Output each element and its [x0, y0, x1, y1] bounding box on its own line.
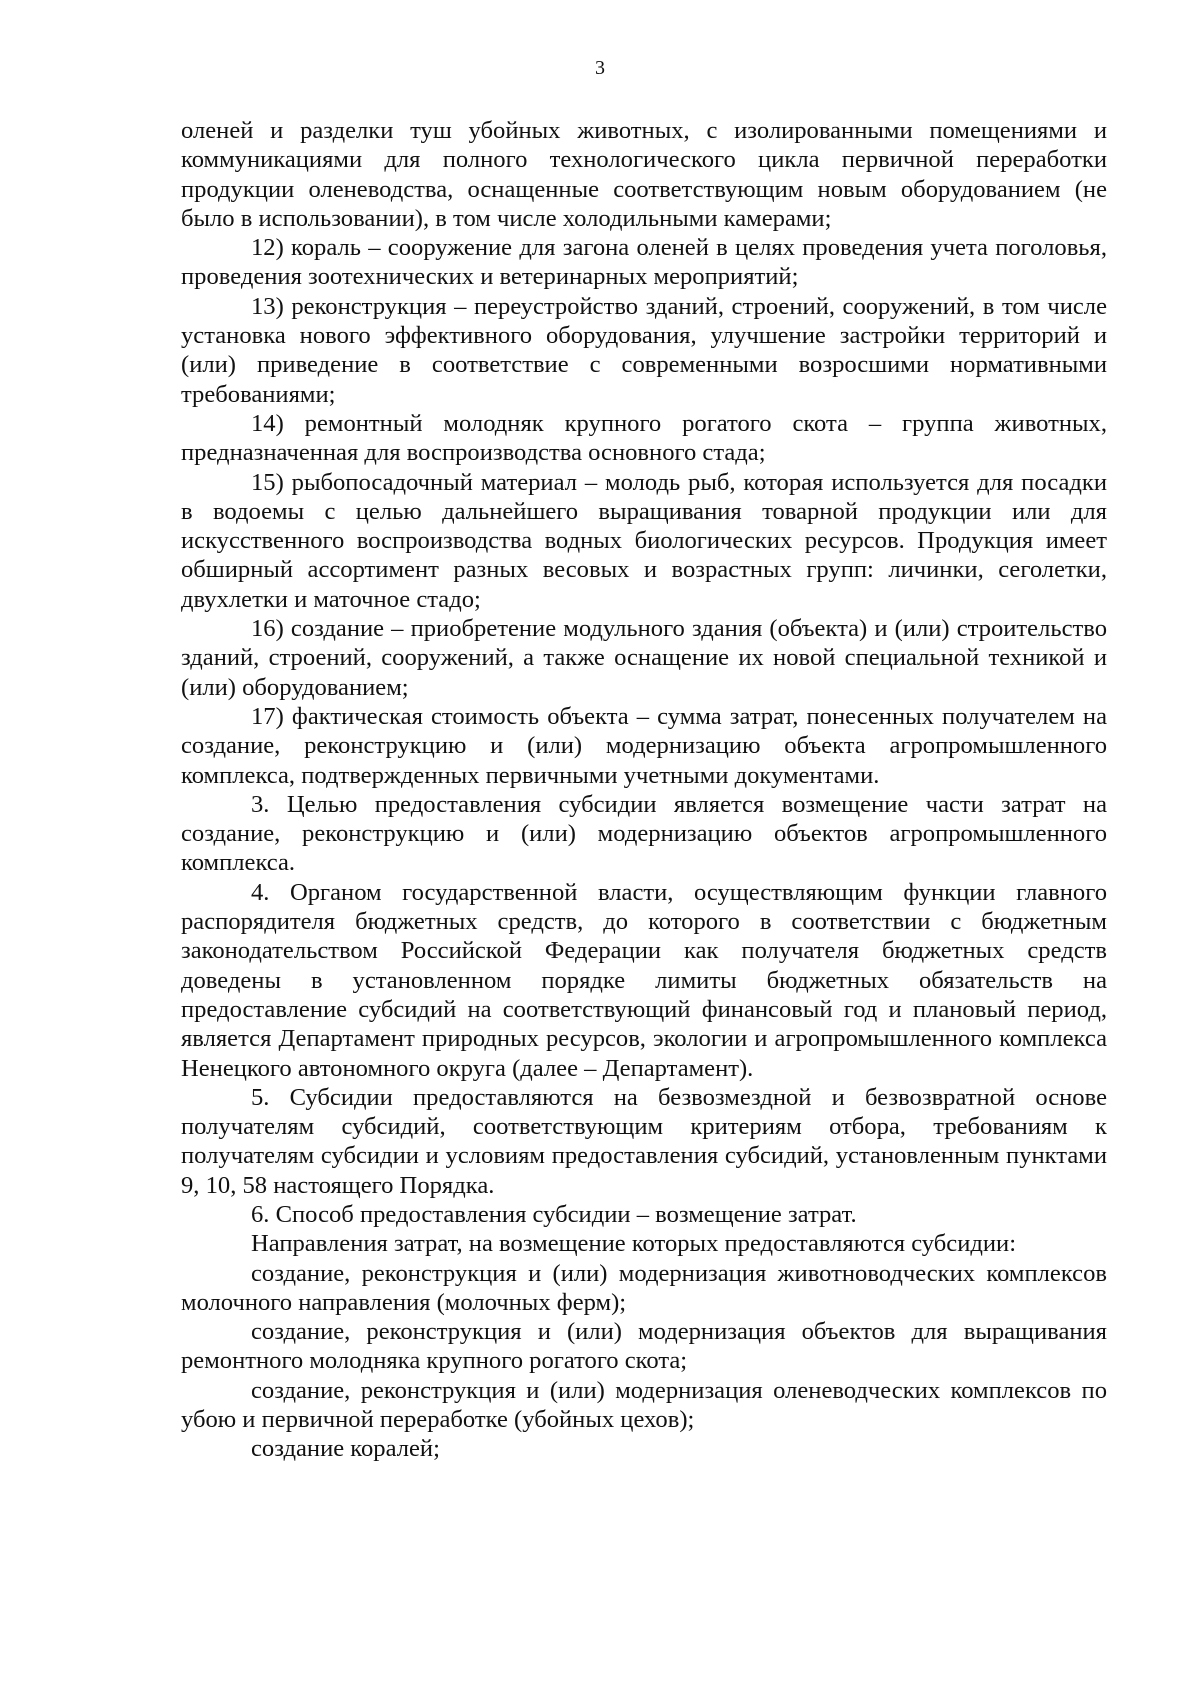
- paragraph: Направления затрат, на возмещение которых предоставляются субсидии:: [251, 1230, 1017, 1258]
- paragraph: 13) реконструкция – переустройство зданий, строений, сооружений, в том числе установка нового эффективного оборудования, улучшение застройки территорий и (или) приведение в соответствие с современными возросшими нормативными требованиями;: [181, 292, 1107, 408]
- paragraph: 14) ремонтный молодняк крупного рогатого скота – группа животных, предназначенная для воспроизводства основного стада;: [181, 409, 1107, 467]
- paragraph: создание, реконструкция и (или) модернизация оленеводческих комплексов по убою и первичной переработке (убойных цехов);: [181, 1376, 1107, 1434]
- page-number: 3: [595, 57, 605, 79]
- paragraph: 5. Субсидии предоставляются на безвозмездной и безвозвратной основе получателям субсидий, соответствующим критериям отбора, требованиям к получателям субсидии и условиям предоставления субсидий, установленным пунктами 9, 10, 58 настоящего Порядка.: [181, 1083, 1107, 1199]
- paragraph: 15) рыбопосадочный материал – молодь рыб, которая используется для посадки в водоемы с целью дальнейшего выращивания товарной продукции или для искусственного воспроизводства водных биологических ресурсов. Продукция имеет обширный ассортимент разных весовых и возрастных групп: личинки, сеголетки, двухлетки и маточное стадо;: [181, 468, 1107, 613]
- paragraph: создание коралей;: [251, 1435, 440, 1463]
- paragraph: 17) фактическая стоимость объекта – сумма затрат, понесенных получателем на создание, реконструкцию и (или) модернизацию объекта агропромышленного комплекса, подтвержденных первичными учетными документами.: [181, 702, 1107, 789]
- document-body: [181, 116, 1107, 1464]
- paragraph: 3. Целью предоставления субсидии является возмещение части затрат на создание, реконструкцию и (или) модернизацию объектов агропромышленного комплекса.: [181, 790, 1107, 877]
- paragraph: 6. Способ предоставления субсидии – возмещение затрат.: [251, 1200, 857, 1228]
- paragraph: создание, реконструкция и (или) модернизация объектов для выращивания ремонтного молодняка крупного рогатого скота;: [181, 1318, 1107, 1375]
- continuation-paragraph: оленей и разделки туш убойных животных, с изолированными помещениями и коммуникациями для полного технологического цикла первичной переработки продукции оленеводства, оснащенные соответствующим новым оборудованием (не было в использовании), в том числе холодильными камерами;: [181, 117, 1107, 232]
- paragraph: 4. Органом государственной власти, осуществляющим функции главного распорядителя бюджетных средств, до которого в соответствии с бюджетным законодательством Российской Федерации как получателя бюджетных средств доведены в установленном порядке лимиты бюджетных обязательств на предоставление субсидий на соответствующий финансовый год и плановый период, является Департамент природных ресурсов, экологии и агропромышленного комплекса Ненецкого автономного округа (далее – Департамент).: [181, 878, 1107, 1082]
- paragraph: создание, реконструкция и (или) модернизация животноводческих комплексов молочного направления (молочных ферм);: [181, 1259, 1107, 1316]
- paragraph: 12) кораль – сооружение для загона оленей в целях проведения учета поголовья, проведения зоотехнических и ветеринарных мероприятий;: [181, 234, 1107, 291]
- paragraph: 16) создание – приобретение модульного здания (объекта) и (или) строительство зданий, строений, сооружений, а также оснащение их новой специальной техникой и (или) оборудованием;: [181, 615, 1107, 701]
